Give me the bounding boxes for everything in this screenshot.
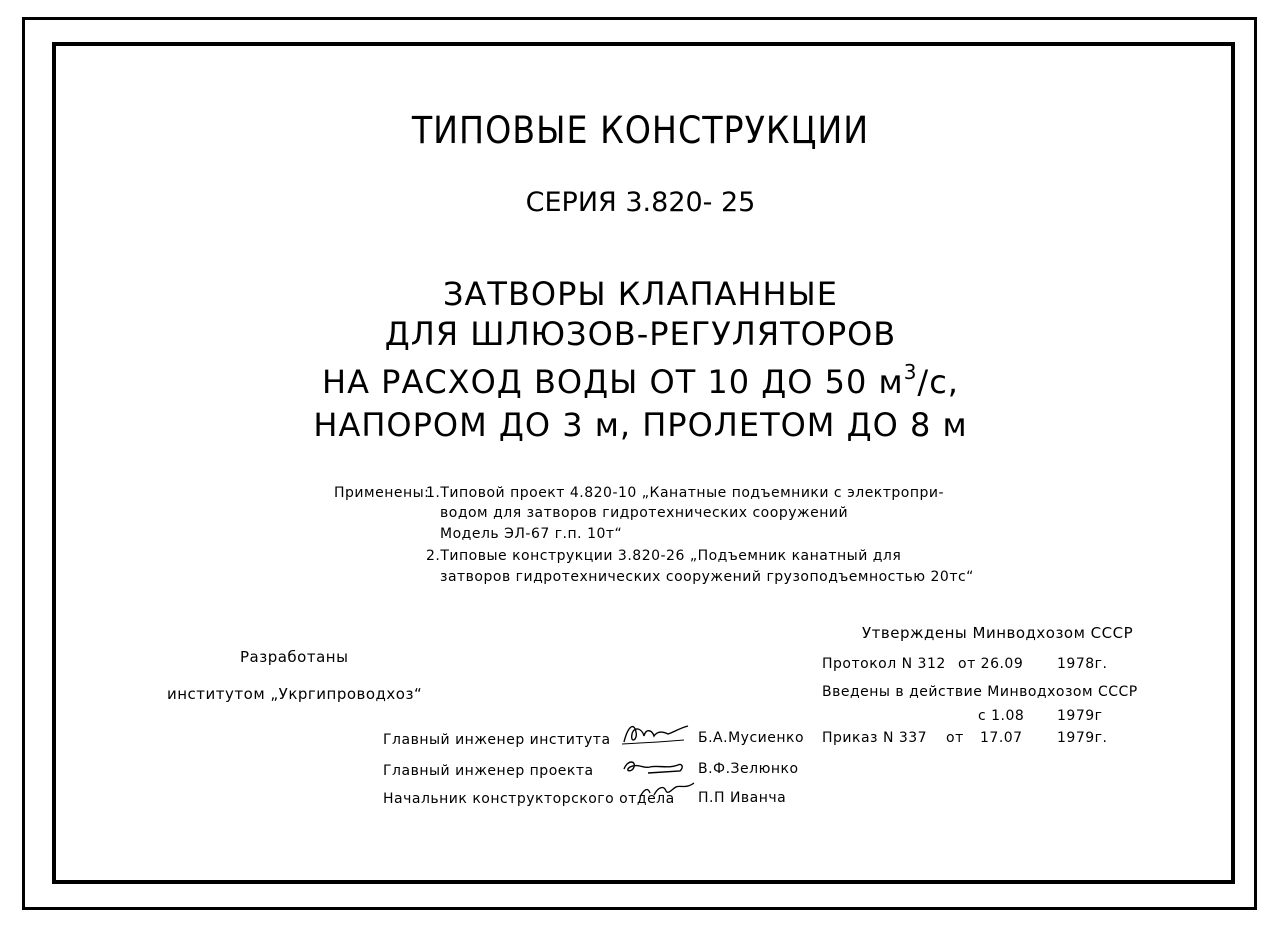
signature-name-3: П.П Иванча [698, 790, 787, 806]
signature-name-2: В.Ф.Зелюнко [698, 761, 799, 777]
applied-label: Применены: [334, 485, 430, 501]
applied-item1-line3: Модель ЭЛ-67 г.п. 10т“ [440, 526, 623, 542]
handwritten-signature-1 [618, 718, 692, 748]
applied-item2-line2: затворов гидротехнических сооружений грузоподъемностью 20тс“ [440, 569, 974, 585]
developed-by: институтом „Укргипроводхоз“ [167, 685, 423, 703]
signature-name-1: Б.А.Мусиенко [698, 730, 805, 746]
subject-line-2: ДЛЯ ШЛЮЗОВ-РЕГУЛЯТОРОВ [384, 315, 897, 353]
applied-item2-line1: 2.Типовые конструкции 3.820-26 „Подъемник канатный для [426, 548, 902, 564]
approved-line: Утверждены Минводхозом СССР [862, 624, 1134, 642]
handwritten-signature-2 [618, 755, 692, 779]
enacted-year: 1979г [1057, 708, 1103, 724]
protocol-label: Протокол N 312 [822, 656, 946, 672]
series-number: СЕРИЯ 3.820- 25 [525, 187, 756, 218]
order-label: Приказ N 337 [822, 730, 928, 746]
subject-line-3-end: /с, [917, 363, 959, 401]
subject-line-3 [0, 360, 1281, 401]
subject-line-1: ЗАТВОРЫ КЛАПАННЫЕ [443, 275, 838, 313]
signature-role-1: Главный инженер института [383, 732, 611, 748]
protocol-date: от 26.09 [958, 656, 1024, 672]
subject-line-3-sup: 3 [903, 360, 918, 384]
enacted-line: Введены в действие Минводхозом СССР [822, 684, 1138, 700]
developed-label: Разработаны [240, 648, 349, 666]
subject-line-4: НАПОРОМ ДО 3 м, ПРОЛЕТОМ ДО 8 м [313, 406, 968, 444]
order-date: 17.07 [980, 730, 1023, 746]
enacted-from: с 1.08 [978, 708, 1025, 724]
applied-item1-line1: 1.Типовой проект 4.820-10 „Канатные подъемники с электропри- [426, 485, 945, 501]
protocol-year: 1978г. [1057, 656, 1108, 672]
document-title: ТИПОВЫЕ КОНСТРУКЦИИ [411, 109, 870, 152]
order-from: от [946, 730, 964, 746]
signature-role-2: Главный инженер проекта [383, 763, 594, 779]
applied-item1-line2: водом для затворов гидротехнических сооружений [440, 505, 849, 521]
subject-line-3-text: НА РАСХОД ВОДЫ ОТ 10 ДО 50 м [322, 363, 904, 401]
signature-role-3: Начальник конструкторского отдела [383, 791, 675, 807]
order-year: 1979г. [1057, 730, 1108, 746]
handwritten-signature-3 [636, 779, 698, 801]
